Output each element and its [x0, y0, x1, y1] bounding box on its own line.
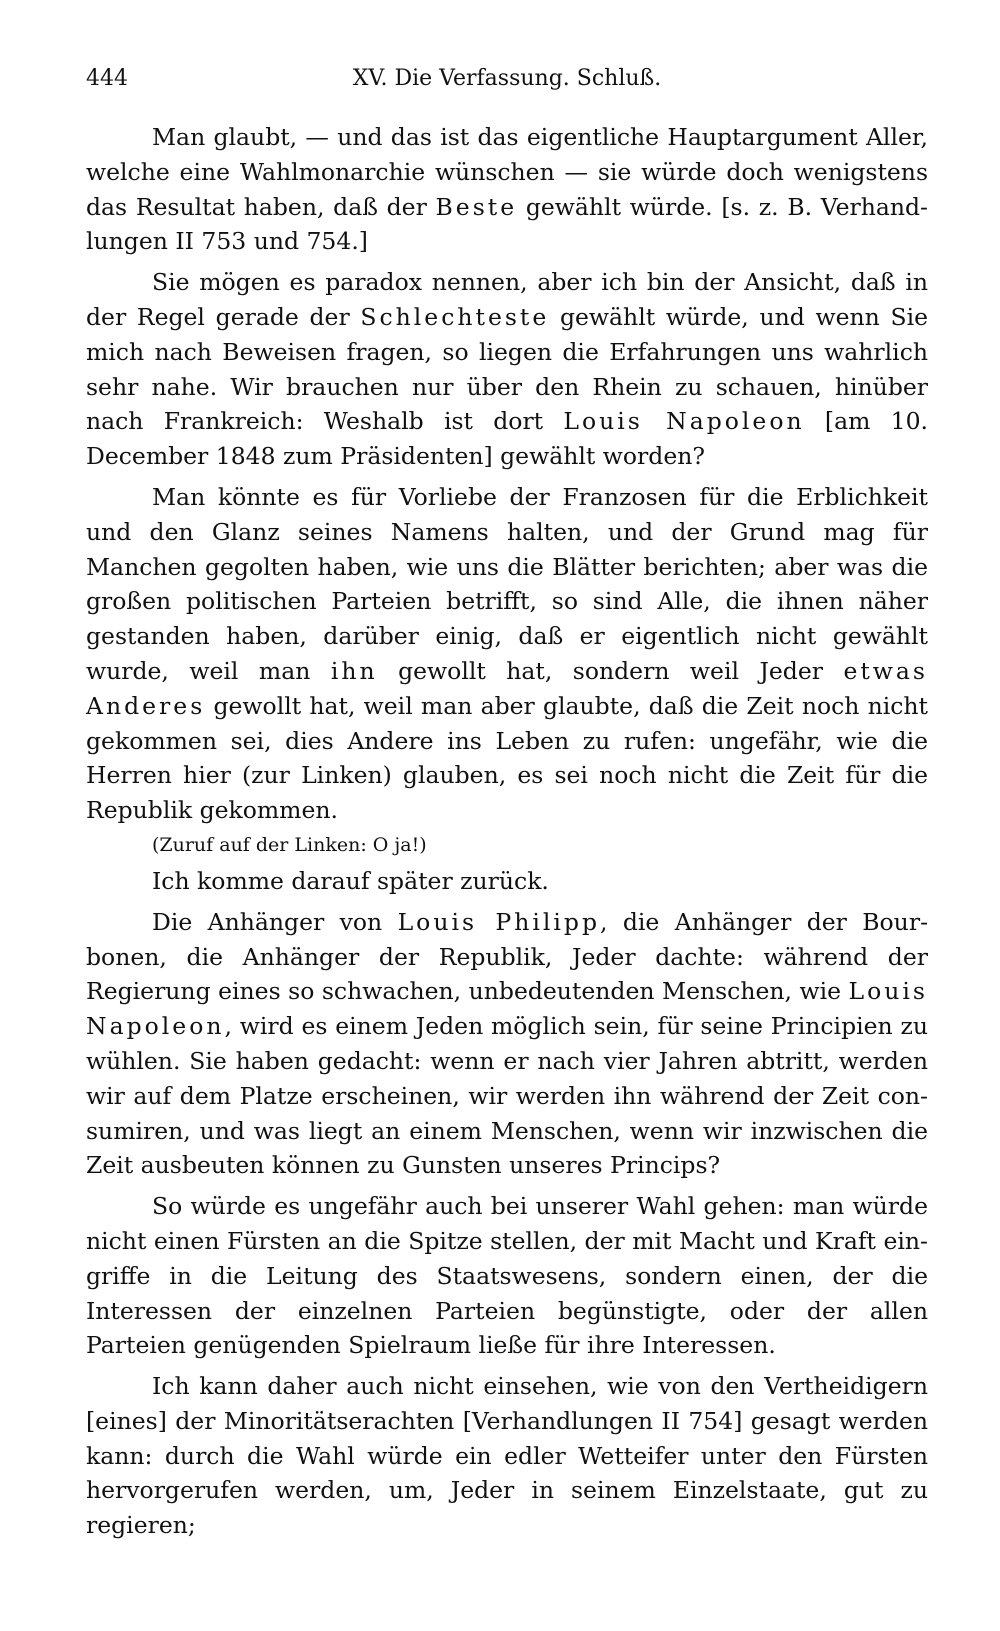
p2-emphasis-1: Schlechteste: [360, 302, 550, 331]
running-head: XV. Die Verfassung. Schluß.: [352, 66, 662, 91]
p5-text-a: Die Anhänger von: [152, 907, 398, 936]
paragraph-4: Ich komme darauf später zurück.: [152, 866, 549, 895]
paragraph-6: So würde es ungefähr auch bei unserer Wahl gehen: man würde nicht einen Fürsten an die Spitze stellen, der mit Macht und Kraft eingriffe in die Leitung des Staatswesens, sondern einen, der die Interessen der einzelnen Parteien begünstigte, oder der allen Parteien genügenden Spielraum ließe für ihre Interessen.: [86, 1192, 928, 1360]
interjection: (Zuruf auf der Linken: O ja!): [152, 833, 427, 856]
p2-text-c: gewählt würde, und wenn Sie mich nach Beweisen fragen, so liegen die Erfahrungen uns wahrlich sehr nahe. Wir brauchen nur über den Rhein zu schauen, hinüber nach Frankreich: Weshalb ist dort: [86, 302, 928, 436]
p3-emphasis-1: ihn: [330, 656, 378, 685]
paragraph-7: Ich kann daher auch nicht einsehen, wie von den Vertheidigern [eines] der Minoritätserachten [Verhandlungen II 754] gesagt werden kann: durch die Wahl würde ein edler Wetteifer unter den Fürsten hervorgerufen werden, um, Jeder in seinem Einzelstaate, gut zu regieren;: [86, 1372, 928, 1540]
p2-text-a: Sie mögen es paradox nennen, aber ich bin der Ansicht, daß in der Regel gerade der: [86, 268, 928, 331]
p1-emphasis: Beste: [435, 192, 518, 221]
page-header: [86, 60, 928, 100]
p1-text-c: gewählt würde. [s. z. B. Verhandlungen II 753 und 754.]: [86, 192, 928, 256]
page-number: 444: [86, 66, 128, 91]
p2-emphasis-2: Louis Napoleon: [563, 407, 805, 436]
p2-text-e: [am 10. December 1848 zum Präsidenten] gewählt worden?: [86, 407, 929, 471]
paragraph-2: [86, 265, 928, 474]
p3-text-a: Man könnte es für Vorliebe der Franzosen für die Erblichkeit und den Glanz seines Namens halten, und der Grund mag für Manchen gegolten haben, wie uns die Blätter berichten; aber was die großen politischen Parteien betrifft, so sind Alle, die ihnen näher gestanden haben, darüber einig, daß er eigentlich nicht gewählt wurde, weil man: [86, 482, 928, 685]
paragraph-3: [86, 480, 928, 828]
p3-text-e: gewollt hat, weil man aber glaubte, daß die Zeit noch nicht gekommen sei, dies Andere ins Leben zu rufen: ungefähr, wie die Herren hier (zur Linken) glauben, es sei noch nicht die Zeit für die Republik gekommen.: [86, 691, 928, 825]
p5-emphasis-1: Louis Philipp: [397, 907, 601, 936]
p1-text-a: Man glaubt, — und das ist das eigentliche Hauptargument Aller, welche eine Wahlmonarchie wünschen — sie würde doch wenigstens das Resultat haben, daß der: [86, 123, 928, 221]
paragraph-1: [86, 120, 928, 259]
paragraph-5: [86, 905, 928, 1183]
p5-text-e: , wird es einem Jeden möglich sein, für seine Principien zu wühlen. Sie haben gedacht: wenn er nach vier Jahren abtritt, werden wir auf dem Platze erscheinen, wir werden ihn während der Zeit consumiren, und was liegt an einem Menschen, wenn wir inzwischen die Zeit ausbeuten können zu Gunsten unseres Princips?: [86, 1012, 928, 1180]
body-text: [86, 120, 928, 1543]
p3-text-c: gewollt hat, sondern weil Jeder: [377, 656, 844, 685]
p5-text-c: , die Anhänger der Bourbonen, die Anhänger der Republik, Jeder dachte: während der Regierung eines so schwachen, unbedeutenden Menschen, wie: [86, 907, 929, 1006]
p3-emphasis-2: etwas Anderes: [86, 656, 928, 720]
p5-emphasis-2: Louis Napoleon: [86, 977, 928, 1041]
